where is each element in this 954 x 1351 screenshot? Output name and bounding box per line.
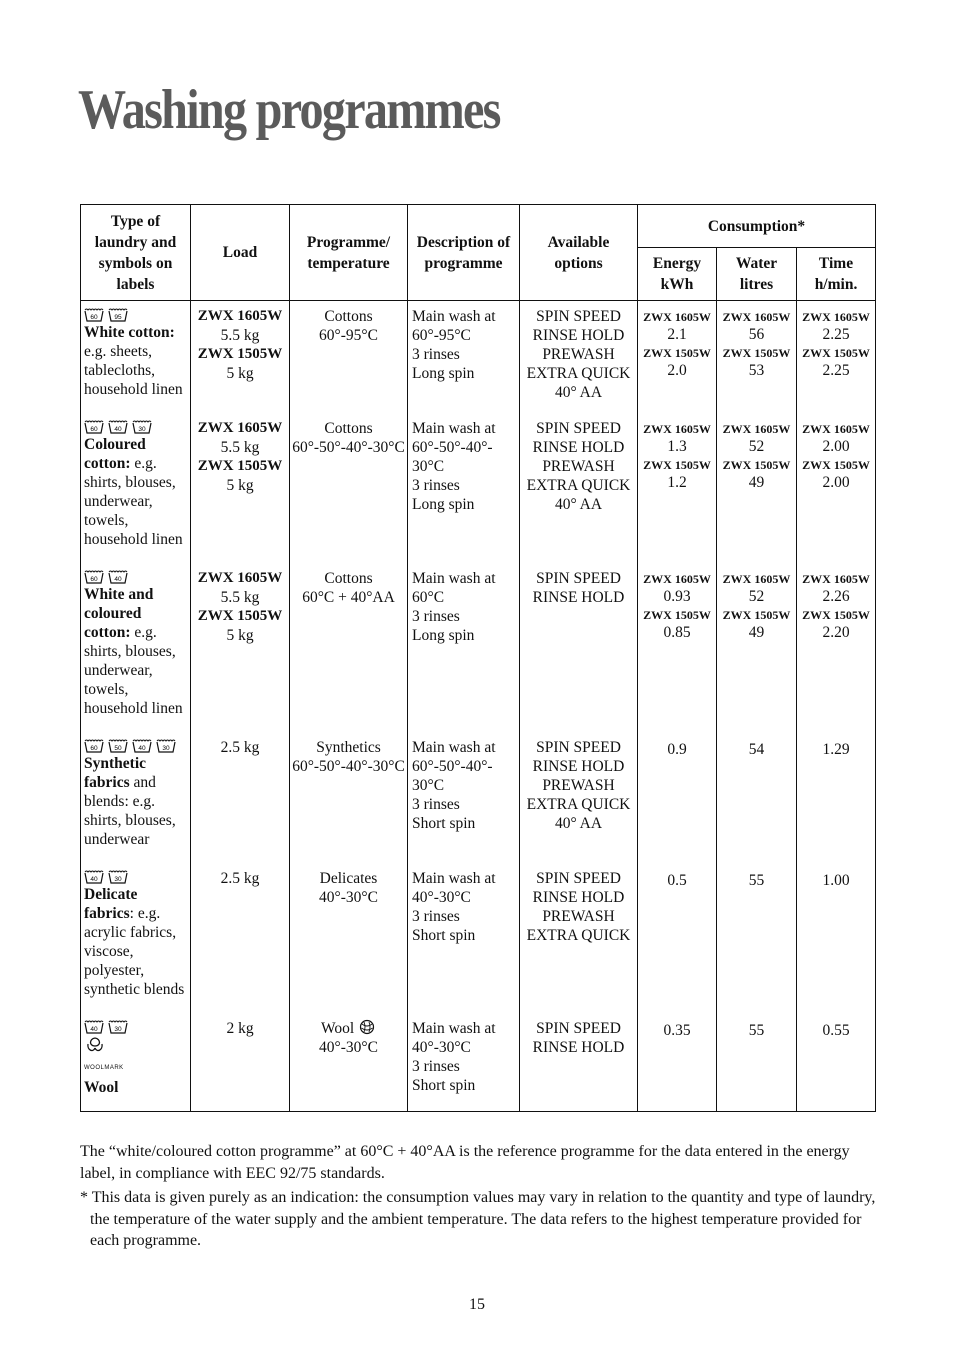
description-line: Short spin <box>412 1077 476 1094</box>
programme-name: Cottons <box>324 570 373 587</box>
cell-type <box>81 563 191 732</box>
model-label: ZWX 1605W <box>643 422 711 436</box>
header-description: Description of programme <box>408 205 520 301</box>
cell-type <box>81 732 191 863</box>
description-line: 30°C <box>412 777 445 794</box>
wash-tub-symbol-icon <box>108 308 128 322</box>
water-value: 49 <box>748 624 765 641</box>
description-line: Long spin <box>412 496 475 513</box>
cell-load <box>191 301 290 414</box>
header-time: Time h/min. <box>797 248 876 301</box>
model-label: ZWX 1605W <box>802 422 870 436</box>
load-value: 2.5 kg <box>220 739 260 756</box>
laundry-type-examples: e.g. shirts, blouses, underwear, towels, household linen <box>84 455 183 548</box>
programme-temperature: 60°-50°-40°-30°C <box>292 758 405 775</box>
model-label: ZWX 1505W <box>802 458 870 472</box>
model-label: ZWX 1605W <box>722 572 791 586</box>
energy-value: 2.1 <box>667 326 687 343</box>
description-line: Main wash at <box>412 870 496 887</box>
asterisk-note: * This data is given purely as an indication: the consumption values may vary in relation to the quantity and type of laundry, the temperature of the water supply and the ambient temperature. The data refers to the highest temperature provided for each programme. <box>80 1189 876 1249</box>
cell-water <box>717 863 797 1013</box>
laundry-type-bold: White cotton: <box>84 324 175 341</box>
wash-tub-symbol-icon <box>108 870 128 884</box>
cell-water <box>717 563 797 732</box>
description-line: 3 rinses <box>412 796 460 813</box>
option-item: PREWASH <box>542 346 615 363</box>
cell-options <box>520 863 638 1013</box>
svg-text:30: 30 <box>114 876 122 883</box>
cell-programme <box>290 863 408 1013</box>
programme-temperature: 40°-30°C <box>319 1039 378 1056</box>
cell-load <box>191 563 290 732</box>
header-load: Load <box>191 205 290 301</box>
cell-options <box>520 1013 638 1112</box>
cell-energy <box>638 732 717 863</box>
time-value: 2.25 <box>822 362 850 379</box>
cell-programme <box>290 301 408 414</box>
model-label: ZWX 1505W <box>197 608 283 624</box>
wash-tub-symbol-icon <box>84 420 104 434</box>
description-line: Long spin <box>412 365 475 382</box>
time-value: 1.00 <box>822 872 850 889</box>
cell-options <box>520 413 638 563</box>
energy-value: 2.0 <box>667 362 687 379</box>
energy-value: 0.93 <box>663 588 691 605</box>
water-value: 53 <box>748 362 765 379</box>
care-symbols <box>84 417 187 434</box>
description-line: 30°C <box>412 458 445 475</box>
cell-time <box>797 301 876 414</box>
energy-value: 0.9 <box>667 741 687 758</box>
cell-energy <box>638 563 717 732</box>
option-item: RINSE HOLD <box>532 327 625 344</box>
wash-tub-symbol-icon <box>156 739 176 753</box>
cell-time <box>797 1013 876 1112</box>
wash-tub-symbol-icon <box>108 1020 128 1034</box>
model-label: ZWX 1505W <box>802 346 870 360</box>
svg-text:30: 30 <box>162 745 170 752</box>
wash-tub-symbol-icon <box>84 570 104 584</box>
svg-text:40: 40 <box>114 576 122 583</box>
option-item: SPIN SPEED <box>536 739 621 756</box>
cell-type <box>81 301 191 414</box>
water-value: 55 <box>748 1022 765 1039</box>
cell-time <box>797 563 876 732</box>
cell-programme <box>290 563 408 732</box>
description-line: 3 rinses <box>412 1058 460 1075</box>
wash-tub-symbol-icon <box>108 739 128 753</box>
header-energy: Energy kWh <box>638 248 717 301</box>
model-label: ZWX 1505W <box>802 608 870 622</box>
page-number: 15 <box>469 1296 485 1313</box>
cell-description <box>408 563 520 732</box>
water-value: 49 <box>748 474 765 491</box>
programme-name: Cottons <box>324 420 373 437</box>
description-line: 3 rinses <box>412 477 460 494</box>
svg-text:30: 30 <box>138 426 146 433</box>
water-value: 52 <box>748 438 765 455</box>
cell-description <box>408 301 520 414</box>
description-line: Long spin <box>412 627 475 644</box>
cell-programme <box>290 1013 408 1112</box>
svg-text:60: 60 <box>90 745 98 752</box>
option-item: RINSE HOLD <box>532 1039 625 1056</box>
time-value: 2.20 <box>822 624 850 641</box>
load-value: 5.5 kg <box>220 327 260 344</box>
time-value: 2.25 <box>822 326 850 343</box>
svg-text:40: 40 <box>90 876 98 883</box>
care-symbols <box>84 867 187 884</box>
cell-energy <box>638 1013 717 1112</box>
water-value: 55 <box>748 872 765 889</box>
reference-note: The “white/coloured cotton programme” at 60°C + 40°AA is the reference programme for the data entered in the energy label, in compliance with EEC 92/75 standards. <box>80 1143 850 1182</box>
option-item: PREWASH <box>542 908 615 925</box>
programme-name: Cottons <box>324 308 373 325</box>
model-label: ZWX 1605W <box>643 310 711 324</box>
wash-tub-symbol-icon <box>108 420 128 434</box>
option-item: RINSE HOLD <box>532 758 625 775</box>
programme-temperature: 60°-95°C <box>319 327 378 344</box>
model-label: ZWX 1605W <box>722 422 791 436</box>
option-item: RINSE HOLD <box>532 589 625 606</box>
description-line: 3 rinses <box>412 608 460 625</box>
cell-description <box>408 413 520 563</box>
laundry-type-examples: e.g. shirts, blouses, underwear, towels, household linen <box>84 624 183 717</box>
option-item: 40° AA <box>554 496 603 513</box>
header-type: Type of laundry and symbols on labels <box>81 205 191 301</box>
table-row <box>81 732 876 863</box>
svg-text:95: 95 <box>114 314 122 321</box>
load-value: 5.5 kg <box>220 589 260 606</box>
programme-temperature: 60°-50°-40°-30°C <box>292 439 405 456</box>
cell-energy <box>638 863 717 1013</box>
model-label: ZWX 1505W <box>643 608 711 622</box>
description-line: 40°-30°C <box>412 889 471 906</box>
load-value: 5 kg <box>226 477 254 494</box>
model-label: ZWX 1605W <box>197 308 283 324</box>
cell-programme <box>290 413 408 563</box>
care-symbols <box>84 1017 187 1034</box>
description-line: Main wash at <box>412 570 496 587</box>
svg-text:30: 30 <box>114 1026 122 1033</box>
option-item: 40° AA <box>554 815 603 832</box>
description-line: Main wash at <box>412 739 496 756</box>
cell-load <box>191 1013 290 1112</box>
cell-type <box>81 413 191 563</box>
cell-options <box>520 301 638 414</box>
care-symbols <box>84 305 187 322</box>
load-value: 5.5 kg <box>220 439 260 456</box>
programme-temperature: 60°C + 40°AA <box>302 589 395 606</box>
table-row <box>81 863 876 1013</box>
model-label: ZWX 1605W <box>722 310 791 324</box>
cell-options <box>520 732 638 863</box>
option-item: SPIN SPEED <box>536 308 621 325</box>
cell-time <box>797 732 876 863</box>
header-programme: Programme/ temperature <box>290 205 408 301</box>
cell-type <box>81 863 191 1013</box>
wash-tub-symbol-icon <box>84 739 104 753</box>
wash-tub-symbol-icon <box>132 739 152 753</box>
cell-time <box>797 863 876 1013</box>
option-item: RINSE HOLD <box>532 439 625 456</box>
description-line: Main wash at <box>412 420 496 437</box>
description-line: 60°C <box>412 589 445 606</box>
energy-value: 0.35 <box>663 1022 691 1039</box>
model-label: ZWX 1605W <box>802 310 870 324</box>
water-value: 52 <box>748 588 765 605</box>
model-label: ZWX 1605W <box>197 570 283 586</box>
laundry-type-bold: Wool <box>84 1079 119 1096</box>
programme-name: Delicates <box>319 870 378 887</box>
cell-type <box>81 1013 191 1112</box>
laundry-type-bold: Synthetic fabrics <box>84 755 146 791</box>
cell-description <box>408 1013 520 1112</box>
woolmark-logo-icon <box>84 1036 132 1078</box>
wash-tub-symbol-icon <box>108 570 128 584</box>
table-row <box>81 301 876 414</box>
wash-tub-symbol-icon <box>84 308 104 322</box>
svg-text:60: 60 <box>90 314 98 321</box>
description-line: 60°-95°C <box>412 327 471 344</box>
cell-description <box>408 863 520 1013</box>
model-label: ZWX 1505W <box>643 458 711 472</box>
option-item: EXTRA QUICK <box>526 365 631 382</box>
model-label: ZWX 1605W <box>643 572 711 586</box>
table-row <box>81 1013 876 1112</box>
option-item: 40° AA <box>554 384 603 401</box>
time-value: 2.00 <box>822 438 850 455</box>
svg-text:50: 50 <box>114 745 122 752</box>
wash-tub-symbol-icon <box>132 420 152 434</box>
model-label: ZWX 1505W <box>197 458 283 474</box>
option-item: PREWASH <box>542 777 615 794</box>
cell-water <box>717 732 797 863</box>
header-consumption: Consumption* <box>638 205 876 248</box>
description-line: Short spin <box>412 927 476 944</box>
wash-tub-symbol-icon <box>84 870 104 884</box>
wool-ball-icon <box>358 1019 376 1035</box>
water-value: 54 <box>748 741 765 758</box>
energy-value: 1.2 <box>667 474 687 491</box>
model-label: ZWX 1505W <box>722 346 791 360</box>
model-label: ZWX 1505W <box>722 458 791 472</box>
laundry-type-bold: White and coloured cotton: <box>84 586 154 641</box>
model-label: ZWX 1505W <box>197 346 283 362</box>
option-item: EXTRA QUICK <box>526 477 631 494</box>
cell-options <box>520 563 638 732</box>
cell-load <box>191 413 290 563</box>
table-row <box>81 563 876 732</box>
svg-text:40: 40 <box>90 1026 98 1033</box>
cell-water <box>717 1013 797 1112</box>
energy-value: 1.3 <box>667 438 687 455</box>
option-item: EXTRA QUICK <box>526 796 631 813</box>
care-symbols <box>84 567 187 584</box>
option-item: PREWASH <box>542 458 615 475</box>
load-value: 2 kg <box>226 1020 254 1037</box>
load-value: 5 kg <box>226 627 254 644</box>
time-value: 0.55 <box>822 1022 850 1039</box>
description-line: Main wash at <box>412 308 496 325</box>
woolmark-text: WOOLMARK <box>84 1065 124 1071</box>
option-item: RINSE HOLD <box>532 889 625 906</box>
washing-programmes-table <box>80 204 876 1112</box>
energy-value: 0.5 <box>667 872 687 889</box>
model-label: ZWX 1505W <box>722 608 791 622</box>
table-row <box>81 413 876 563</box>
description-line: Short spin <box>412 815 476 832</box>
programme-name: Synthetics <box>316 739 381 756</box>
cell-water <box>717 301 797 414</box>
time-value: 1.29 <box>822 741 850 758</box>
model-label: ZWX 1505W <box>643 346 711 360</box>
option-item: SPIN SPEED <box>536 870 621 887</box>
cell-energy <box>638 301 717 414</box>
header-options: Available options <box>520 205 638 301</box>
programme-name: Wool <box>320 1020 355 1037</box>
laundry-type-bold: Coloured cotton: <box>84 436 146 472</box>
load-value: 2.5 kg <box>220 870 260 887</box>
description-line: 60°-50°-40°- <box>412 758 493 775</box>
time-value: 2.00 <box>822 474 850 491</box>
cell-programme <box>290 732 408 863</box>
laundry-type-examples: and blends: e.g. shirts, blouses, underwear <box>84 774 176 848</box>
model-label: ZWX 1605W <box>802 572 870 586</box>
wash-tub-symbol-icon <box>84 1020 104 1034</box>
model-label: ZWX 1605W <box>197 420 283 436</box>
care-symbols <box>84 736 187 753</box>
description-line: 3 rinses <box>412 346 460 363</box>
cell-load <box>191 863 290 1013</box>
page-title: Washing programmes <box>78 79 500 141</box>
cell-water <box>717 413 797 563</box>
option-item: SPIN SPEED <box>536 570 621 587</box>
option-item: SPIN SPEED <box>536 420 621 437</box>
description-line: 3 rinses <box>412 908 460 925</box>
svg-text:60: 60 <box>90 576 98 583</box>
svg-text:60: 60 <box>90 426 98 433</box>
description-line: 40°-30°C <box>412 1039 471 1056</box>
time-value: 2.26 <box>822 588 850 605</box>
cell-description <box>408 732 520 863</box>
cell-load <box>191 732 290 863</box>
description-line: Main wash at <box>412 1020 496 1037</box>
option-item: SPIN SPEED <box>536 1020 621 1037</box>
water-value: 56 <box>748 326 765 343</box>
load-value: 5 kg <box>226 365 254 382</box>
laundry-type-examples: : e.g. acrylic fabrics, viscose, polyester, synthetic blends <box>84 905 185 998</box>
description-line: 60°-50°-40°- <box>412 439 493 456</box>
energy-value: 0.85 <box>663 624 691 641</box>
option-item: EXTRA QUICK <box>526 927 631 944</box>
svg-text:40: 40 <box>138 745 146 752</box>
svg-text:40: 40 <box>114 426 122 433</box>
cell-time <box>797 413 876 563</box>
programme-temperature: 40°-30°C <box>319 889 378 906</box>
laundry-type-bold: Delicate fabrics <box>84 886 138 922</box>
cell-energy <box>638 413 717 563</box>
header-water: Water litres <box>717 248 797 301</box>
laundry-type-examples: e.g. sheets, tablecloths, household linen <box>84 343 183 398</box>
